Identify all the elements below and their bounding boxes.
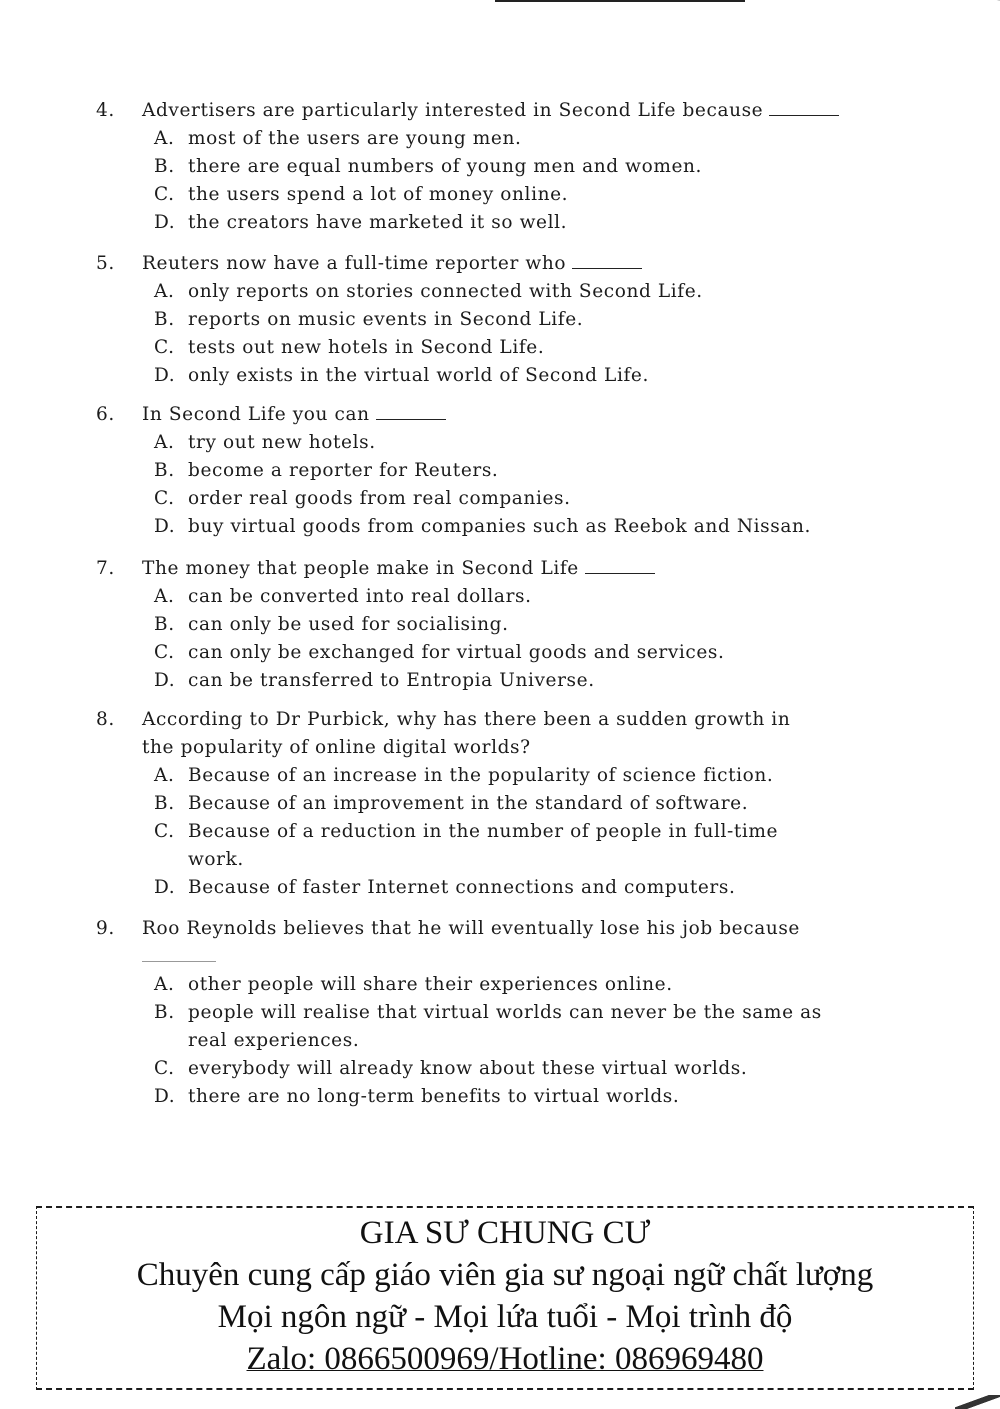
question-stem: The money that people make in Second Life bbox=[142, 558, 579, 579]
question-4 bbox=[96, 97, 956, 237]
option-b: B. there are equal numbers of young men and women. bbox=[154, 156, 703, 177]
question-stem: Reuters now have a full-time reporter who bbox=[142, 253, 567, 274]
question-8 bbox=[96, 706, 956, 902]
answer-blank bbox=[769, 97, 839, 116]
option-b: B. become a reporter for Reuters. bbox=[154, 460, 499, 481]
question-number: 5. bbox=[96, 253, 115, 274]
option-b: B. people will realise that virtual worlds can never be the same as bbox=[154, 1002, 822, 1023]
option-d: D. can be transferred to Entropia Universe. bbox=[154, 670, 595, 691]
option-b-continued: real experiences. bbox=[188, 1030, 360, 1051]
question-stem: According to Dr Purbick, why has there been a sudden growth in bbox=[142, 709, 791, 730]
top-edge-rule bbox=[495, 0, 745, 2]
option-c: C. order real goods from real companies. bbox=[154, 488, 571, 509]
ad-title: GIA SƯ CHUNG CƯ bbox=[359, 1215, 651, 1251]
page-corner-mark bbox=[933, 0, 1000, 29]
question-number: 7. bbox=[96, 558, 115, 579]
option-a: A. Because of an increase in the popularity of science fiction. bbox=[154, 765, 774, 786]
option-b: B. can only be used for socialising. bbox=[154, 614, 509, 635]
question-stem-continued: the popularity of online digital worlds? bbox=[142, 737, 531, 758]
option-b: B. reports on music events in Second Life. bbox=[154, 309, 584, 330]
question-stem: Advertisers are particularly interested in Second Life because bbox=[142, 100, 764, 121]
page-corner-mark-bottom bbox=[955, 1395, 1000, 1409]
question-5 bbox=[96, 250, 956, 390]
option-d: D. buy virtual goods from companies such as Reebok and Nissan. bbox=[154, 516, 811, 537]
question-number: 6. bbox=[96, 404, 115, 425]
question-6 bbox=[96, 401, 956, 541]
option-d: D. only exists in the virtual world of Second Life. bbox=[154, 365, 649, 386]
option-a: A. try out new hotels. bbox=[154, 432, 376, 453]
option-c: C. Because of a reduction in the number of people in full-time bbox=[154, 821, 779, 842]
answer-blank bbox=[585, 555, 655, 574]
ad-subtagline: Mọi ngôn ngữ - Mọi lứa tuổi - Mọi trình độ bbox=[217, 1299, 793, 1335]
option-a: A. other people will share their experiences online. bbox=[154, 974, 673, 995]
answer-blank bbox=[572, 250, 642, 269]
answer-blank bbox=[376, 401, 446, 420]
ad-contact: Zalo: 0866500969/Hotline: 086969480 bbox=[246, 1341, 764, 1377]
option-d: D. Because of faster Internet connections and computers. bbox=[154, 877, 736, 898]
question-9 bbox=[96, 915, 956, 1111]
option-c: C. can only be exchanged for virtual goods and services. bbox=[154, 642, 725, 663]
tutoring-ad-box bbox=[36, 1206, 974, 1390]
option-a: A. most of the users are young men. bbox=[154, 128, 522, 149]
question-7 bbox=[96, 555, 956, 695]
option-c: C. tests out new hotels in Second Life. bbox=[154, 337, 545, 358]
question-stem: Roo Reynolds believes that he will eventually lose his job because bbox=[142, 918, 800, 939]
option-c: C. the users spend a lot of money online. bbox=[154, 184, 569, 205]
question-number: 9. bbox=[96, 918, 115, 939]
ad-tagline: Chuyên cung cấp giáo viên gia sư ngoại ngữ chất lượng bbox=[136, 1257, 874, 1293]
option-d: D. there are no long-term benefits to virtual worlds. bbox=[154, 1086, 680, 1107]
option-a: A. can be converted into real dollars. bbox=[154, 586, 532, 607]
option-b: B. Because of an improvement in the standard of software. bbox=[154, 793, 749, 814]
question-stem: In Second Life you can bbox=[142, 404, 370, 425]
option-a: A. only reports on stories connected with Second Life. bbox=[154, 281, 703, 302]
answer-blank bbox=[142, 955, 216, 962]
question-number: 4. bbox=[96, 100, 115, 121]
option-c: C. everybody will already know about these virtual worlds. bbox=[154, 1058, 748, 1079]
option-d: D. the creators have marketed it so well. bbox=[154, 212, 568, 233]
question-number: 8. bbox=[96, 709, 115, 730]
option-c-continued: work. bbox=[188, 849, 244, 870]
